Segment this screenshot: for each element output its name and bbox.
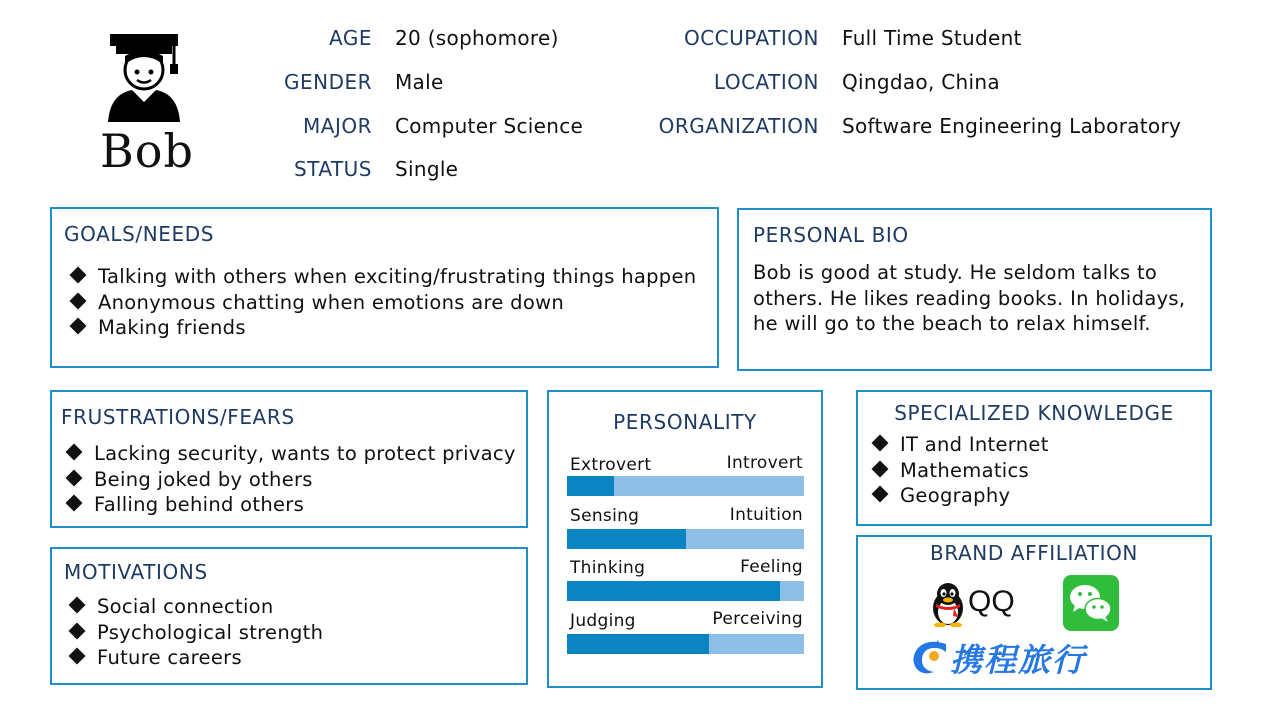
organization-label: ORGANIZATION bbox=[658, 114, 819, 138]
ctrip-dolphin-icon bbox=[910, 638, 952, 676]
motivations-panel bbox=[50, 547, 528, 685]
age-value: 20 (sophomore) bbox=[395, 26, 559, 50]
list-item: Psychological strength bbox=[65, 620, 323, 646]
trait-right-label: Perceiving bbox=[712, 609, 803, 629]
list-item: Making friends bbox=[66, 315, 696, 341]
bullet-diamond-icon bbox=[70, 292, 87, 309]
trait-right-label: Intuition bbox=[729, 505, 803, 525]
trait-right-label: Introvert bbox=[726, 453, 803, 473]
bullet-diamond-icon bbox=[69, 648, 86, 665]
bullet-diamond-icon bbox=[66, 444, 83, 461]
knowledge-list bbox=[868, 432, 1049, 509]
trait-left-label: Sensing bbox=[570, 506, 640, 526]
list-item: Future careers bbox=[65, 645, 323, 671]
list-item: Falling behind others bbox=[62, 492, 516, 518]
knowledge-panel bbox=[856, 390, 1212, 526]
wechat-icon bbox=[1063, 575, 1119, 631]
list-item: Anonymous chatting when emotions are down bbox=[66, 290, 696, 316]
knowledge-title: SPECIALIZED KNOWLEDGE bbox=[894, 401, 1174, 425]
bullet-diamond-icon bbox=[69, 597, 86, 614]
trait-bar-judging-perceiving bbox=[567, 634, 804, 654]
qq-label: QQ bbox=[968, 585, 1015, 618]
list-item: Lacking security, wants to protect privacy bbox=[62, 441, 516, 467]
trait-bar-thinking-feeling bbox=[567, 581, 804, 601]
bio-text: Bob is good at study. He seldom talks to others. He likes reading books. In holidays, he will go to the beach to relax himself. bbox=[753, 261, 1186, 335]
trait-bar-fill bbox=[567, 529, 686, 549]
brands-title: BRAND AFFILIATION bbox=[930, 541, 1138, 565]
status-label: STATUS bbox=[293, 157, 372, 181]
organization-value: Software Engineering Laboratory bbox=[842, 114, 1182, 138]
frustrations-list bbox=[62, 441, 516, 518]
bullet-diamond-icon bbox=[70, 267, 87, 284]
location-value: Qingdao, China bbox=[842, 70, 1000, 94]
trait-left-label: Thinking bbox=[570, 558, 646, 578]
motivations-title: MOTIVATIONS bbox=[64, 560, 208, 584]
bullet-diamond-icon bbox=[66, 495, 83, 512]
major-label: MAJOR bbox=[303, 114, 372, 138]
occupation-value: Full Time Student bbox=[842, 26, 1022, 50]
list-item: Being joked by others bbox=[62, 467, 516, 493]
bullet-diamond-icon bbox=[872, 486, 889, 503]
list-item: Geography bbox=[868, 483, 1049, 509]
trait-left-label: Extrovert bbox=[570, 455, 652, 475]
motivations-list bbox=[65, 594, 323, 671]
bullet-diamond-icon bbox=[70, 318, 87, 335]
trait-right-label: Feeling bbox=[740, 557, 803, 577]
major-value: Computer Science bbox=[395, 114, 584, 138]
trait-bar-extrovert-introvert bbox=[567, 476, 804, 496]
location-label: LOCATION bbox=[713, 70, 819, 94]
gender-label: GENDER bbox=[283, 70, 372, 94]
qq-penguin-icon bbox=[928, 581, 968, 627]
ctrip-logo-text: 携程旅行 bbox=[950, 641, 1087, 679]
status-value: Single bbox=[395, 157, 459, 181]
trait-bar-fill bbox=[567, 476, 614, 496]
trait-left-label: Judging bbox=[570, 611, 636, 631]
gender-value: Male bbox=[395, 70, 444, 94]
frustrations-title: FRUSTRATIONS/FEARS bbox=[61, 405, 295, 429]
age-label: AGE bbox=[329, 26, 372, 50]
trait-bar-fill bbox=[567, 634, 709, 654]
graduate-student-icon bbox=[104, 32, 184, 124]
personality-title: PERSONALITY bbox=[613, 410, 757, 434]
list-item: Talking with others when exciting/frustrating things happen bbox=[66, 264, 696, 290]
brands-panel bbox=[856, 535, 1212, 690]
bio-title: PERSONAL BIO bbox=[753, 223, 909, 247]
bullet-diamond-icon bbox=[872, 460, 889, 477]
occupation-label: OCCUPATION bbox=[683, 26, 819, 50]
trait-bar-fill bbox=[567, 581, 780, 601]
list-item: IT and Internet bbox=[868, 432, 1049, 458]
persona-name: Bob bbox=[100, 124, 194, 178]
bullet-diamond-icon bbox=[872, 435, 889, 452]
goals-panel bbox=[50, 207, 719, 368]
trait-bar-sensing-intuition bbox=[567, 529, 804, 549]
frustrations-panel bbox=[50, 390, 528, 528]
list-item: Social connection bbox=[65, 594, 323, 620]
bio-panel bbox=[737, 208, 1212, 371]
bullet-diamond-icon bbox=[66, 469, 83, 486]
goals-list bbox=[66, 264, 696, 341]
goals-title: GOALS/NEEDS bbox=[64, 222, 215, 246]
list-item: Mathematics bbox=[868, 458, 1049, 484]
bullet-diamond-icon bbox=[69, 622, 86, 639]
